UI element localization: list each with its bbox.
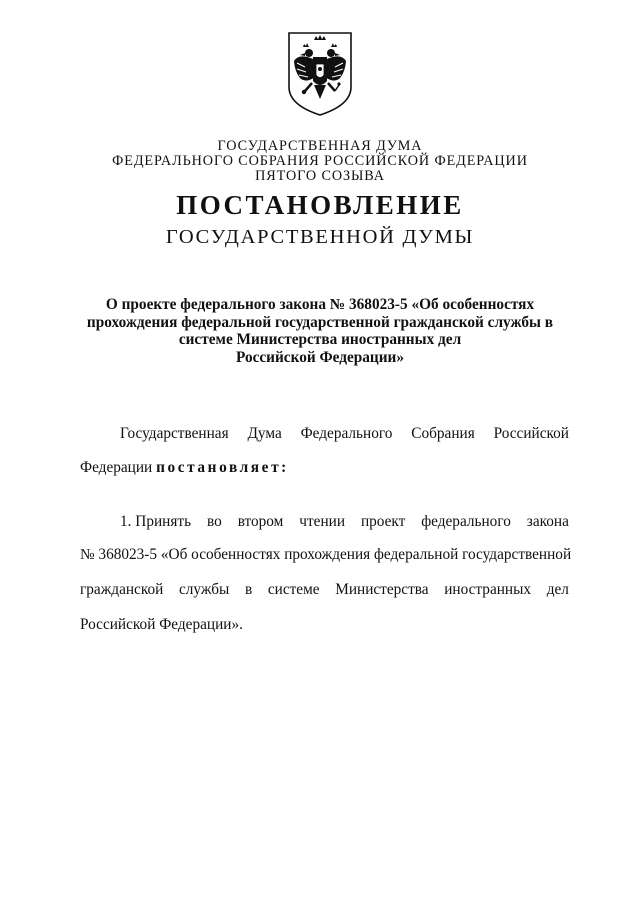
word: дел [546, 581, 569, 598]
resolves-verb: постановляет: [156, 459, 289, 476]
intro-line-1 [120, 425, 569, 443]
subject-line-1: О проекте федерального закона № 368023-5 «Об особенностях [105, 296, 535, 313]
word: во [206, 513, 222, 530]
word: Собрания [411, 425, 475, 442]
word: Дума [247, 425, 282, 442]
item-1-line-1 [120, 513, 569, 531]
word: Российской [493, 425, 569, 442]
word: в [244, 581, 253, 598]
item-1-line-4: Российской Федерации». [80, 616, 243, 633]
convocation-line: ПЯТОГО СОЗЫВА [255, 168, 385, 184]
intro-word-federation: Федерации [80, 459, 153, 476]
word: втором [237, 513, 284, 530]
subject-line-3: системе Министерства иностранных дел [178, 331, 462, 348]
item-1-line-3 [80, 581, 569, 599]
coat-of-arms-icon [285, 27, 355, 119]
subject-line-4: Российской Федерации» [235, 348, 404, 366]
word: системе [267, 581, 320, 598]
word: 1. Принять [120, 513, 192, 530]
word: чтении [299, 513, 346, 530]
word: гражданской [80, 581, 164, 598]
word: Министерства [335, 581, 429, 598]
word: Государственная [120, 425, 229, 442]
word: проект [360, 513, 406, 530]
word: иностранных [444, 581, 532, 598]
document-title: ПОСТАНОВЛЕНИЕ [176, 190, 464, 220]
org-name-line-2: ФЕДЕРАЛЬНОГО СОБРАНИЯ РОССИЙСКОЙ ФЕДЕРАЦИИ [112, 153, 528, 169]
subject-line-2: прохождения федеральной государственной гражданской службы в [86, 313, 554, 331]
org-name-line-1: ГОСУДАРСТВЕННАЯ ДУМА [217, 138, 423, 154]
subject-heading [80, 296, 560, 366]
word: Федерального [300, 425, 393, 442]
word: федерального [421, 513, 511, 530]
word: закона [526, 513, 569, 530]
document-subtitle: ГОСУДАРСТВЕННОЙ ДУМЫ [165, 226, 475, 248]
word: службы [178, 581, 230, 598]
item-1-line-2: № 368023-5 «Об особенностях прохождения федеральной государственной [80, 546, 572, 563]
intro-line-2 [80, 459, 569, 477]
